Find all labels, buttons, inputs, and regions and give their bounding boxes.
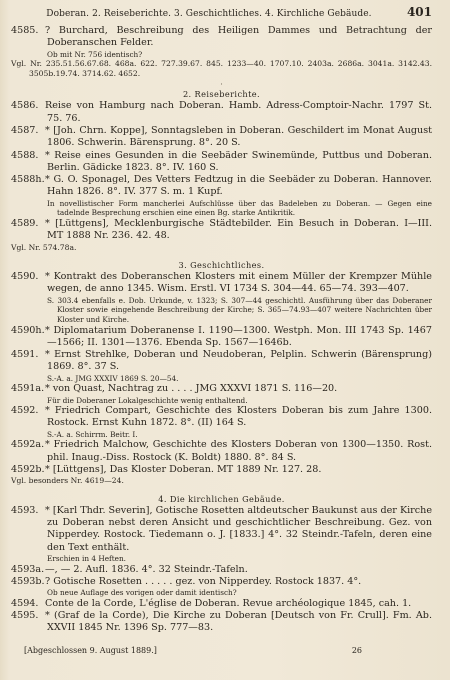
entry-number: 4588h. [11,174,45,186]
entry-text: * [Lüttgens], Das Kloster Doberan. MT 1889 Nr. 127. 28. [45,463,322,475]
page-number: 401 [406,5,432,19]
entry-4585 [11,25,432,50]
entry-4591 [11,349,432,374]
entry-number: 4586. [11,100,39,112]
cross-reference: Vgl. Nr. 574.78a. [11,242,77,252]
entry-note: In novellistischer Form mancherlei Aufschlüsse über das Badeleben zu Doberan. — Gegen eine tadelnde Besprechung erschien eine einen Bg. starke Antikritik. [47,198,432,218]
entry-4591a [11,383,432,395]
section-heading-reiseberichte: 2. Reiseberichte. [182,89,261,100]
entry-number: 4591a. [11,383,45,395]
entry-4586 [11,100,432,125]
entry-text: * G. O. Sponagel, Des Vetters Fedtzug in die Seebäder zu Doberan. Hannover. Hahn 1826. 8°. IV. 377 S. m. 1 Kupf. [45,174,432,198]
entry-note: S. 303.4 ebenfalls e. Dob. Urkunde, v. 1323; S. 307—44 geschichtl. Ausführung über das Doberaner Kloster sowie eingehende Beschreibung der Kirche; S. 365—74.93—407 weitere Nachrichten über Kloster und Kirche. [47,295,432,324]
entry-4593a [11,564,432,576]
entry-text: * Kontrakt des Doberanschen Klosters mit einem Müller der Krempzer Mühle wegen, de anno 1345. Wism. Erstl. VI 1734 S. 304—44. 65—74. 393—407. [45,271,432,295]
entry-note: S.-A. a. JMG XXXIV 1869 S. 20—54. [47,373,179,383]
entry-text: * Reise eines Gesunden in die Seebäder Swinemünde, Puttbus und Doberan. Berlin. Gädicke 1823. 8°. IV. 160 S. [45,149,432,173]
entry-text: —, — 2. Aufl. 1836. 4°. 32 Steindr.-Tafeln. [45,563,248,575]
entry-4593b [11,576,432,588]
entry-text: * [Karl Thdr. Severin], Gotische Rosetten altdeutscher Baukunst aus der Kirche zu Doberan nebst deren Ansicht und geschichtlicher Beschreibung. Gez. von Nipperdey. Rostock. Tiedemann o. J. [1833.] 4°. 32 Steindr.-Tafeln, deren eine den Text enthält. [45,504,432,553]
entry-number: 4592a. [11,439,45,451]
section-heading-geschichtliches: 3. Geschichtliches. [178,260,265,271]
entry-text: ? Burchard, Beschreibung des Heiligen Dammes und Betrachtung der Doberanschen Felder. [45,25,432,49]
entry-4592a [11,439,432,464]
entry-note: Ob mit Nr. 756 identisch? [47,49,143,59]
entry-4595 [11,610,432,635]
entry-4588h [11,174,432,199]
entry-number: 4593b. [11,575,45,587]
entry-4587 [11,125,432,150]
entry-4593 [11,505,432,554]
entry-note: S.-A. a. Schirrm. Beitr. I. [47,429,138,439]
entry-text: * [Joh. Chrn. Koppe], Sonntagsleben in Doberan. Geschildert im Monat August 1806. Schwerin. Bärensprung. 8°. 20 S. [45,124,432,149]
ornament-dot: · [220,80,223,90]
entry-4592b [11,464,432,476]
entry-text: ? Gotische Rosetten . . . . . gez. von Nipperdey. Rostock 1837. 4°. [45,575,362,587]
entry-number: 4595. [11,610,39,622]
page-header [11,6,432,21]
entry-4589 [11,218,432,243]
entry-number: 4585. [11,25,39,36]
entry-number: 4594. [11,597,39,609]
entry-text: * Diplomatarium Doberanense I. 1190—1300. Westph. Mon. III 1743 Sp. 1467—1566; II. 1301—1376. Ebenda Sp. 1567—1646b. [45,324,432,348]
entry-number: 4589. [11,217,39,229]
entry-number: 4592b. [11,463,45,475]
entry-note: Ob neue Auflage des vorigen oder damit identisch? [47,588,237,598]
completion-date: [Abgeschlossen 9. August 1889.] [24,646,157,655]
entry-number: 4588. [11,149,39,161]
cross-reference: Vgl. besonders Nr. 4619—24. [11,476,124,486]
entry-number: 4593a. [11,563,45,575]
entry-number: 4592. [11,405,39,417]
running-head: Doberan. 2. Reiseberichte. 3. Geschichtliches. 4. Kirchliche Gebäude. [46,9,372,19]
entry-4592 [11,405,432,430]
entry-text: Reise von Hamburg nach Doberan. Hamb. Adress-Comptoir-Nachr. 1797 St. 75. 76. [45,100,432,124]
entry-note: Für die Doberaner Lokalgeschichte wenig enthaltend. [47,395,248,405]
entry-text: * Friedrich Malchow, Geschichte des Klosters Doberan von 1300—1350. Rost. phil. Inaug.-Diss. Rostock (K. Boldt) 1880. 8°. 84 S. [45,439,432,463]
page-footer [24,646,432,656]
entry-number: 4590. [11,271,39,283]
entry-number: 4591. [11,349,39,361]
entry-4590h [11,325,432,350]
entry-number: 4587. [11,124,39,136]
entry-4588 [11,150,432,175]
entry-text: * Ernst Strehlke, Doberan und Neudoberan, Pelplin. Schwerin (Bärensprung) 1869. 8°. 37 S. [45,349,432,373]
entry-text: * Friedrich Compart, Geschichte des Klosters Doberan bis zum Jahre 1300. Rostock. Ernst Kuhn 1872. 8°. (II) 164 S. [45,405,432,429]
entry-number: 4593. [11,504,39,516]
entry-4594 [11,598,432,610]
section-heading-kirchliche-gebaeude: 4. Die kirchlichen Gebäude. [158,493,285,504]
entry-number: 4590h. [11,324,45,336]
entry-text: Conte de la Corde, L'église de Doberan. Revue archéologique 1845, cah. 1. [45,597,412,609]
entry-note: Erschien in 4 Heften. [47,554,126,564]
entry-text: * (Graf de la Corde), Die Kirche zu Doberan [Deutsch von Fr. Crull]. Fm. Ab. XXVII 1845 Nr. 1396 Sp. 777—83. [45,610,432,634]
entry-text: * [Lüttgens], Mecklenburgische Städtebilder. Ein Besuch in Doberan. I—III. MT 1888 Nr. 236. 42. 48. [45,217,432,242]
signature-mark: 26 [351,646,362,655]
cross-reference: Vgl. Nr. 235.51.56.67.68. 468a. 622. 727.39.67. 845. 1233—40. 1707.10. 2403a. 2686a. 3041a. 3142.43. 3505b.19.74. 3714.62. 4652. [11,59,432,78]
entry-text: * von Quast, Nachtrag zu . . . . JMG XXXVI 1871 S. 116—20. [45,383,338,395]
entry-4590 [11,271,432,296]
